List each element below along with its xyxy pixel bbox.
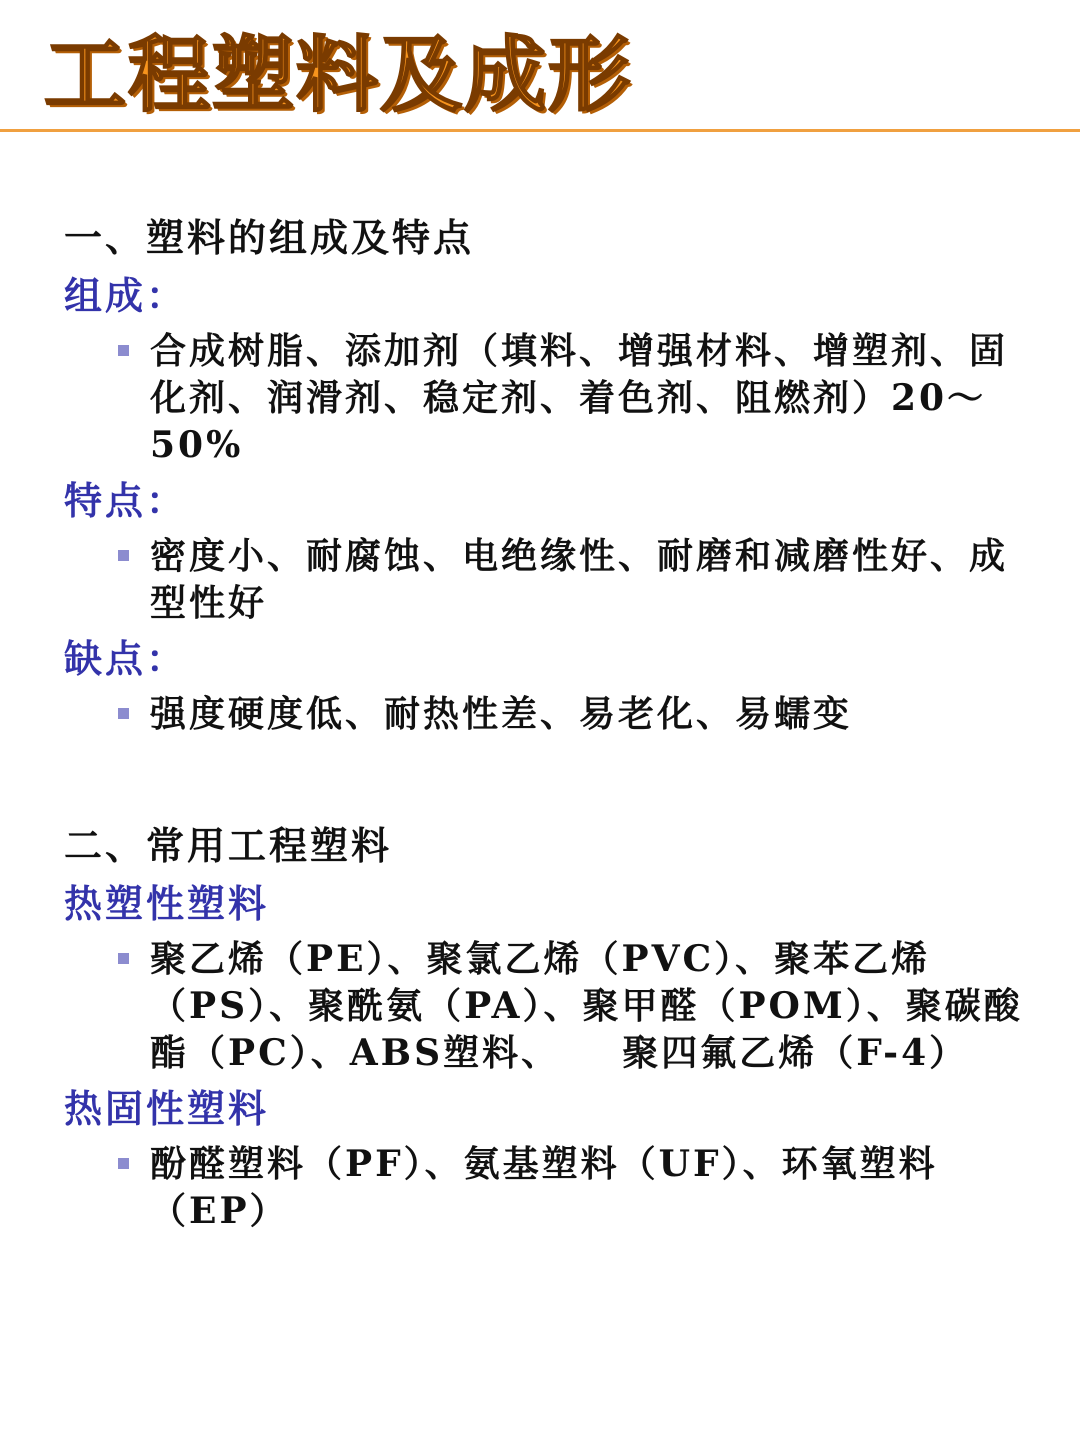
drawbacks-list (64, 691, 1024, 738)
square-bullet-icon (118, 345, 129, 356)
thermoplastics-list (64, 936, 1024, 1077)
list-item (64, 328, 1024, 469)
list-item-text: 合成树脂、添加剂（填料、增强材料、增塑剂、固化剂、润滑剂、稳定剂、着色剂、阻燃剂）20～50% (150, 330, 1009, 466)
list-item (64, 936, 1024, 1077)
subheading-thermosets: 热固性塑料 (64, 1086, 270, 1131)
section-spacer (64, 738, 1024, 820)
list-item-text: 酚醛塑料（PF）、氨基塑料（UF）、环氧塑料（EP） (150, 1143, 938, 1232)
section-heading-common-plastics: 二、常用工程塑料 (64, 823, 393, 868)
features-list (64, 533, 1024, 627)
list-item-text: 聚乙烯（PE）、聚氯乙烯（PVC）、聚苯乙烯（PS）、聚酰氨（PA）、聚甲醛（POM）、聚碳酸酯（PC）、ABS塑料、 聚四氟乙烯（F-4） (150, 938, 1023, 1074)
subheading-composition: 组成： (64, 273, 188, 318)
square-bullet-icon (118, 708, 129, 719)
thermosets-list (64, 1141, 1024, 1235)
square-bullet-icon (118, 1158, 129, 1169)
title-divider (0, 129, 1080, 132)
subheading-drawbacks: 缺点： (64, 636, 188, 681)
section-heading-composition: 一、塑料的组成及特点 (64, 215, 475, 260)
page-title: 工程塑料及成形 (44, 28, 633, 123)
square-bullet-icon (118, 550, 129, 561)
subheading-features: 特点： (64, 478, 188, 523)
list-item (64, 691, 1024, 738)
composition-list (64, 328, 1024, 469)
slide-content (64, 212, 1024, 1235)
list-item-text: 密度小、耐腐蚀、电绝缘性、耐磨和减磨性好、成型性好 (150, 535, 1009, 624)
square-bullet-icon (118, 953, 129, 964)
list-item (64, 1141, 1024, 1235)
list-item-text: 强度硬度低、耐热性差、易老化、易蠕变 (150, 693, 853, 735)
subheading-thermoplastics: 热塑性塑料 (64, 881, 270, 926)
list-item (64, 533, 1024, 627)
